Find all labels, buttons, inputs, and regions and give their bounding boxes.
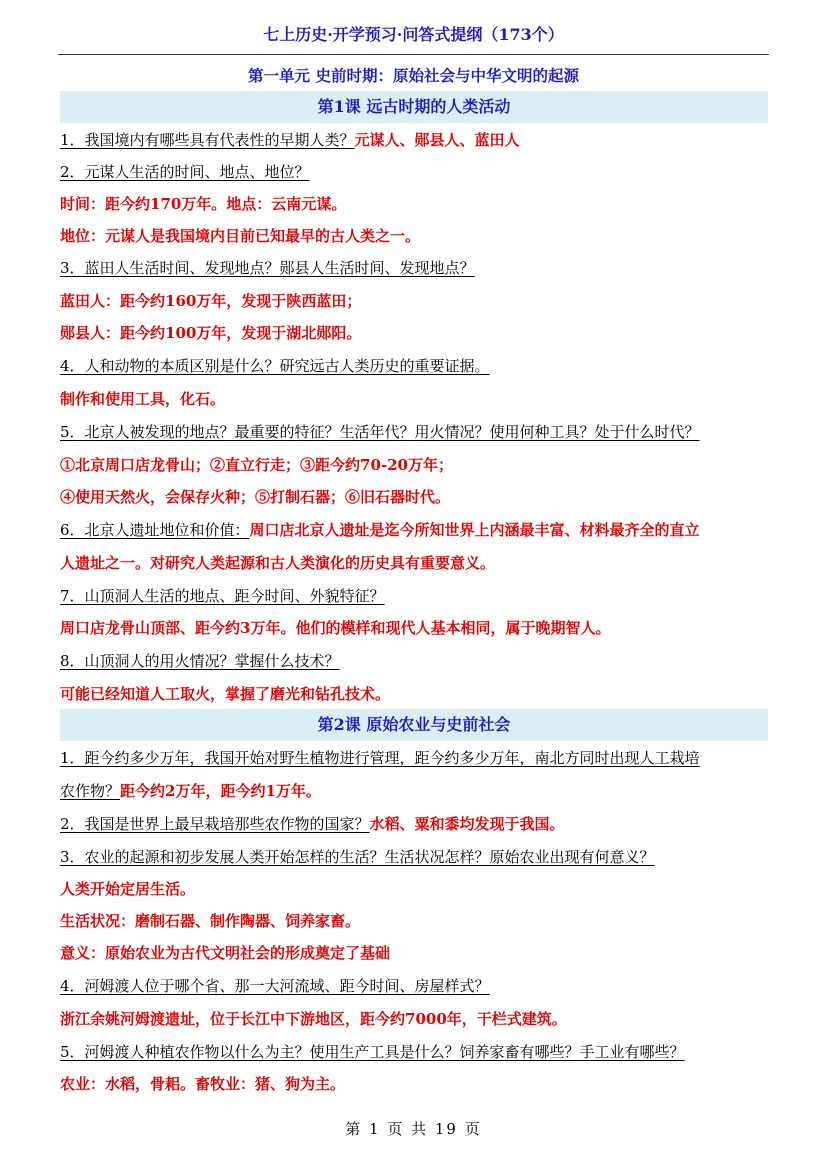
answer-text: 可能已经知道人工取火，掌握了磨光和钻孔技术。	[60, 685, 391, 703]
answer-text: 浙江余姚河姆渡遗址，位于长江中下游地区，距今约7000年，干栏式建筑。	[60, 1010, 567, 1028]
line-12	[60, 487, 772, 507]
answer-text: 距今约2万年，距今约1万年。	[120, 782, 321, 800]
line-7	[60, 323, 772, 343]
lesson-1-header: 第1课 远古时期的人类活动	[60, 91, 768, 123]
line-22	[60, 847, 772, 867]
line-20	[60, 781, 772, 801]
line-10	[60, 422, 772, 442]
question-text: 1．距今约多少万年，我国开始对野生植物进行管理，距今约多少万年，南北方同时出现人工栽培	[60, 749, 700, 767]
line-24	[60, 911, 772, 931]
document-title: 七上历史·开学预习·问答式提纲（173个）	[263, 25, 564, 44]
line-25	[60, 943, 772, 963]
answer-text: 地位：元谋人是我国境内目前已知最早的古人类之一。	[60, 227, 421, 245]
line-14	[60, 553, 772, 573]
question-text: 6．北京人遗址地位和价值：	[60, 521, 250, 539]
question-text: 2．元谋人生活的时间、地点、地位？	[60, 163, 310, 181]
title-divider	[58, 54, 769, 55]
question-text: 5．北京人被发现的地点？最重要的特征？生活年代？用火情况？使用何种工具？处于什么时代？	[60, 423, 700, 441]
line-19	[60, 748, 772, 768]
line-3	[60, 194, 772, 214]
answer-text: 意义：原始农业为古代文明社会的形成奠定了基础	[60, 944, 391, 962]
line-18	[60, 684, 772, 704]
unit-title: 第一单元 史前时期：原始社会与中华文明的起源	[248, 66, 579, 85]
line-28	[60, 1042, 772, 1062]
page-number: 第 1 页 共 19 页	[345, 1120, 482, 1138]
line-2	[60, 162, 772, 182]
question-text: 1．我国境内有哪些具有代表性的早期人类？	[60, 131, 355, 149]
line-8	[60, 356, 772, 376]
answer-text: 人遗址之一。对研究人类起源和古人类演化的历史具有重要意义。	[60, 554, 496, 572]
answer-text: 周口店龙骨山顶部、距今约3万年。他们的模样和现代人基本相同，属于晚期智人。	[60, 619, 611, 637]
line-23	[60, 879, 772, 899]
line-11	[60, 455, 772, 475]
answer-text: ④使用天然火，会保存火种；⑤打制石器；⑥旧石器时代。	[60, 488, 451, 506]
answer-text: 人类开始定居生活。	[60, 880, 196, 898]
question-text: 2．我国是世界上最早栽培那些农作物的国家？	[60, 815, 370, 833]
line-1	[60, 130, 772, 150]
line-6	[60, 291, 772, 311]
line-9	[60, 389, 772, 409]
line-29	[60, 1074, 772, 1094]
answer-text: 周口店北京人遗址是迄今所知世界上内涵最丰富、材料最齐全的直立	[249, 521, 700, 539]
line-26	[60, 976, 772, 996]
answer-text: 郧县人：距今约100万年，发现于湖北郧阳。	[60, 324, 362, 342]
line-27	[60, 1009, 772, 1029]
answer-text: 元谋人、郧县人、蓝田人	[354, 131, 520, 149]
question-text: 3．蓝田人生活时间、发现地点？郧县人生活时间、发现地点？	[60, 259, 475, 277]
line-21	[60, 814, 772, 834]
question-text: 5．河姆渡人种植农作物以什么为主？使用生产工具是什么？饲养家畜有哪些？手工业有哪些？	[60, 1043, 685, 1061]
answer-text: 生活状况：磨制石器、制作陶器、饲养家畜。	[60, 912, 361, 930]
line-4	[60, 226, 772, 246]
question-text: 8．山顶洞人的用火情况？掌握什么技术？	[60, 652, 340, 670]
line-5	[60, 258, 772, 278]
question-text: 7．山顶洞人生活的地点、距今时间、外貌特征？	[60, 587, 385, 605]
question-text: 4．人和动物的本质区别是什么？研究远古人类历史的重要证据。	[60, 357, 490, 375]
answer-text: 农业：水稻，骨耜。畜牧业：猪、狗为主。	[60, 1075, 346, 1093]
answer-text: 蓝田人：距今约160万年，发现于陕西蓝田；	[60, 292, 362, 310]
question-text: 农作物？	[60, 782, 121, 800]
line-13	[60, 520, 772, 540]
answer-text: ①北京周口店龙骨山；②直立行走；③距今约70-20万年；	[60, 456, 453, 474]
question-text: 4．河姆渡人位于哪个省、那一大河流域、距今时间、房屋样式？	[60, 977, 490, 995]
answer-text: 时间：距今约170万年。地点：云南元谋。	[60, 195, 347, 213]
question-text: 3．农业的起源和初步发展人类开始怎样的生活？生活状况怎样？原始农业出现有何意义？	[60, 848, 655, 866]
line-17	[60, 651, 772, 671]
line-16	[60, 618, 772, 638]
answer-text: 制作和使用工具，化石。	[60, 390, 226, 408]
answer-text: 水稻、粟和黍均发现于我国。	[369, 815, 565, 833]
line-15	[60, 586, 772, 606]
lesson-2-header: 第2课 原始农业与史前社会	[60, 709, 768, 741]
